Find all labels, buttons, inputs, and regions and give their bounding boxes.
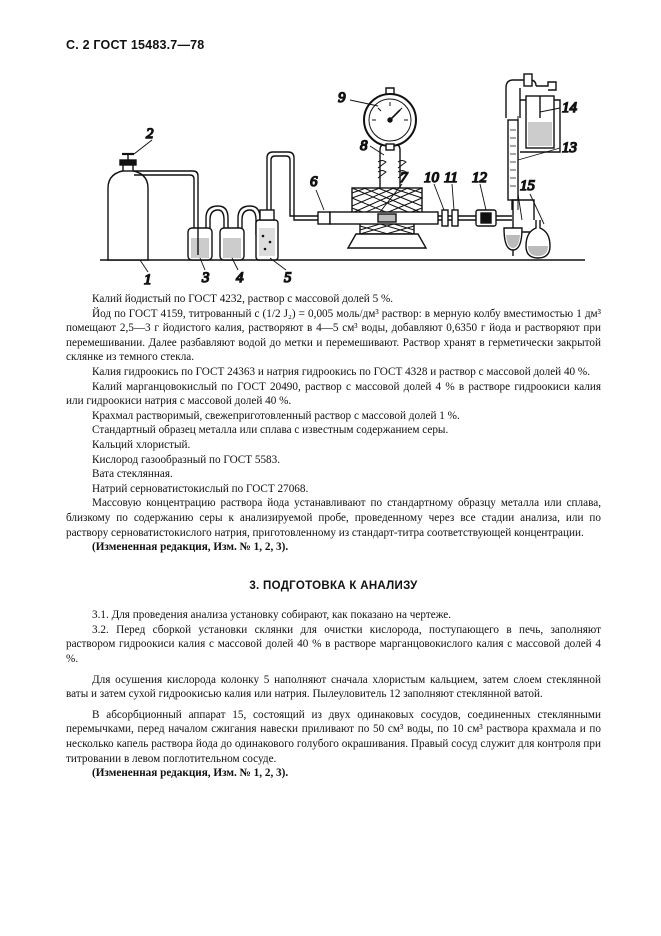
label-4: 4 — [236, 270, 244, 286]
reagent-hydroxide: Калия гидроокись по ГОСТ 24363 и натрия гидроокись по ГОСТ 4328 и раствор с массовой долей 40 %. — [92, 365, 591, 378]
label-8: 8 — [360, 138, 368, 154]
label-5: 5 — [284, 270, 292, 286]
label-3: 3 — [202, 270, 210, 286]
wash-bottle-4 — [220, 206, 260, 260]
manometer-9 — [364, 88, 416, 188]
reagent-standard-sample: Стандартный образец металла или сплава с известным содержанием серы. — [92, 424, 449, 437]
label-14: 14 — [562, 100, 577, 116]
reagent-oxygen: Кислород газообразный по ГОСТ 5583. — [92, 453, 281, 466]
clause-3-1: 3.1. Для проведения анализа установку собирают, как показано на чертеже. — [92, 609, 452, 622]
reservoir-14 — [520, 96, 560, 152]
drying-column-5 — [256, 152, 318, 260]
label-1: 1 — [144, 272, 152, 288]
label-2: 2 — [146, 126, 154, 142]
reagent-thiosulfate: Натрий серноватистокислый по ГОСТ 27068. — [92, 482, 309, 495]
reagent-glass-wool: Вата стеклянная. — [92, 468, 173, 481]
reagent-potassium-iodide: Калий йодистый по ГОСТ 4232, раствор с массовой долей 5 %. — [92, 293, 394, 305]
absorption-apparatus-15 — [504, 200, 550, 258]
label-7: 7 — [400, 170, 408, 186]
absorption-apparatus-paragraph: В абсорбционный аппарат 15, состоящий из двух одинаковых сосудов, соединенных стеклянными перемычками, перед началом сжигания навески приливают по 50 см³ воды, по 10 см³ раствора крахмала и по несколько капель раствора йода до одинакового голубого окрашивания. Правый сосуд служит для контроля при титровании в левом поглотительном сосуде. — [66, 708, 601, 765]
iodine-concentration-paragraph: Массовую концентрацию раствора йода устанавливают по стандартному образцу металла или сплава, близкому по содержанию серы к анализируемой пробе, проведенному через все стадии анализа, или по раствору серноватистокислого натрия, приготовленному из стандарт-титра соответствующей концентрации. — [66, 497, 601, 539]
reagent-permanganate: Калий марганцовокислый по ГОСТ 20490, раствор с массовой долей 4 % в растворе гидроокиси калия или гидроокиси натрия с массовой долей 40 %. — [66, 380, 601, 408]
dust-collector-12 — [476, 210, 512, 226]
label-9: 9 — [338, 90, 346, 106]
section-title: 3. ПОДГОТОВКА К АНАЛИЗУ — [249, 579, 418, 592]
label-6: 6 — [310, 174, 318, 190]
label-13: 13 — [562, 140, 577, 156]
label-11: 11 — [444, 170, 458, 186]
edit-note: (Измененная редакция, Изм. № 1, 2, 3). — [92, 767, 289, 780]
label-15: 15 — [520, 178, 535, 194]
drying-column-paragraph: Для осушения кислорода колонку 5 наполняют сначала хлористым кальцием, затем слоем стеклянной ваты и затем сухой гидроокисью калия или натрия. Пылеуловитель 12 заполняют стеклянной ватой. — [66, 673, 601, 701]
reagent-iodine: Йод по ГОСТ 4159, титрованный с (1/2 J₂) = 0,005 моль/дм³ раствор: в мерную колбу вместимостью 1 дм³ помещают 2,5—3 г йодистого калия, растворяют в 4—5 см³ воды, добавляют 0,6350 г йода и растворяют при перемешивании. Далее разбавляют водой до метки и перемешивают. Раствор хранят в герметически закрытой склянке из темного стекла. — [66, 307, 601, 364]
edit-note: (Измененная редакция, Изм. № 1, 2, 3). — [92, 541, 289, 554]
furnace-7 — [330, 188, 476, 248]
label-12: 12 — [472, 170, 487, 186]
reagent-calcium-chloride: Кальций хлористый. — [92, 438, 191, 451]
page-header: С. 2 ГОСТ 15483.7—78 — [66, 38, 205, 52]
oxygen-cylinder — [108, 154, 148, 260]
reagent-starch: Крахмал растворимый, свежеприготовленный раствор с массовой долей 1 %. — [92, 409, 460, 422]
clause-3-2: 3.2. Перед сборкой установки склянки для очистки кислорода, поступающего в печь, заполняют раствором гидроокиси калия с массовой долей 40 % в растворе марганцовокислого калия с массовой долей 4 %. — [66, 623, 601, 666]
document-body — [66, 292, 601, 781]
label-10: 10 — [424, 170, 439, 186]
apparatus-diagram — [60, 60, 620, 295]
